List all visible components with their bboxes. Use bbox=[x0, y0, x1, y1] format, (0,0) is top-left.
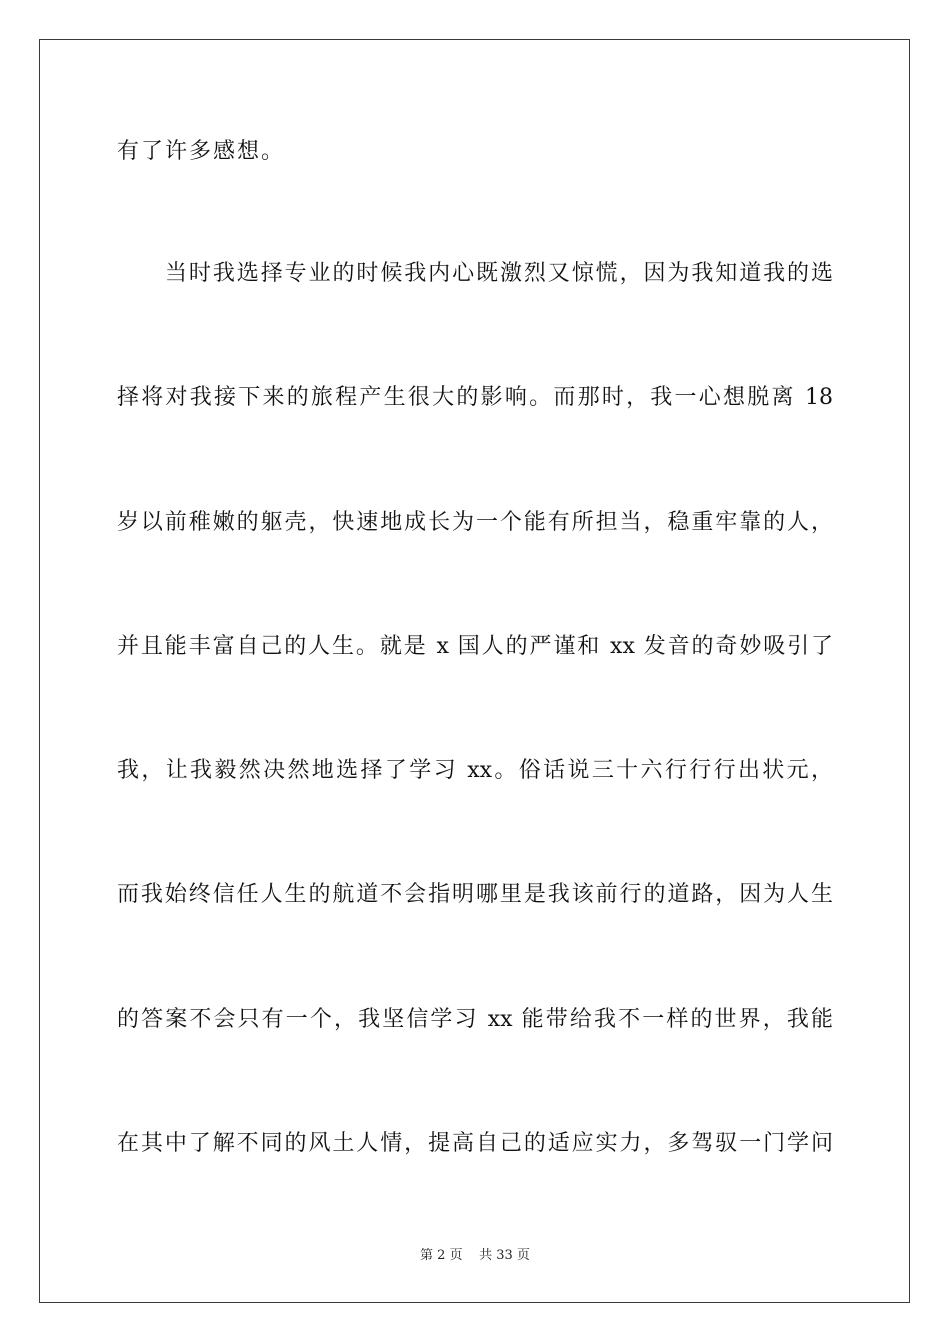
text-line-9: 在其中了解不同的风土人情，提高自己的适应实力，多驾驭一门学问 bbox=[117, 1131, 833, 1156]
text-line-7: 而我始终信任人生的航道不会指明哪里是我该前行的道路，因为人生 bbox=[117, 882, 833, 907]
text-line-6: 我，让我毅然决然地选择了学习 xx。俗话说三十六行行行出状元， bbox=[117, 758, 833, 783]
text-line-1: 有了许多感想。 bbox=[117, 139, 286, 164]
text-line-3: 择将对我接下来的旅程产生很大的影响。而那时，我一心想脱离 18 bbox=[117, 385, 833, 410]
text-line-5: 并且能丰富自己的人生。就是 x 国人的严谨和 xx 发音的奇妙吸引了 bbox=[117, 634, 833, 659]
page-number: 第 2 页 bbox=[420, 1248, 463, 1263]
text-line-2: 当时我选择专业的时候我内心既激烈又惊慌，因为我知道我的选 bbox=[165, 261, 833, 286]
page-footer bbox=[0, 1247, 950, 1265]
page-border bbox=[39, 39, 910, 1303]
text-line-4: 岁以前稚嫩的躯壳，快速地成长为一个能有所担当，稳重牢靠的人， bbox=[117, 510, 833, 535]
text-line-8: 的答案不会只有一个，我坚信学习 xx 能带给我不一样的世界，我能 bbox=[117, 1007, 833, 1032]
page-total: 共 33 页 bbox=[479, 1248, 530, 1263]
